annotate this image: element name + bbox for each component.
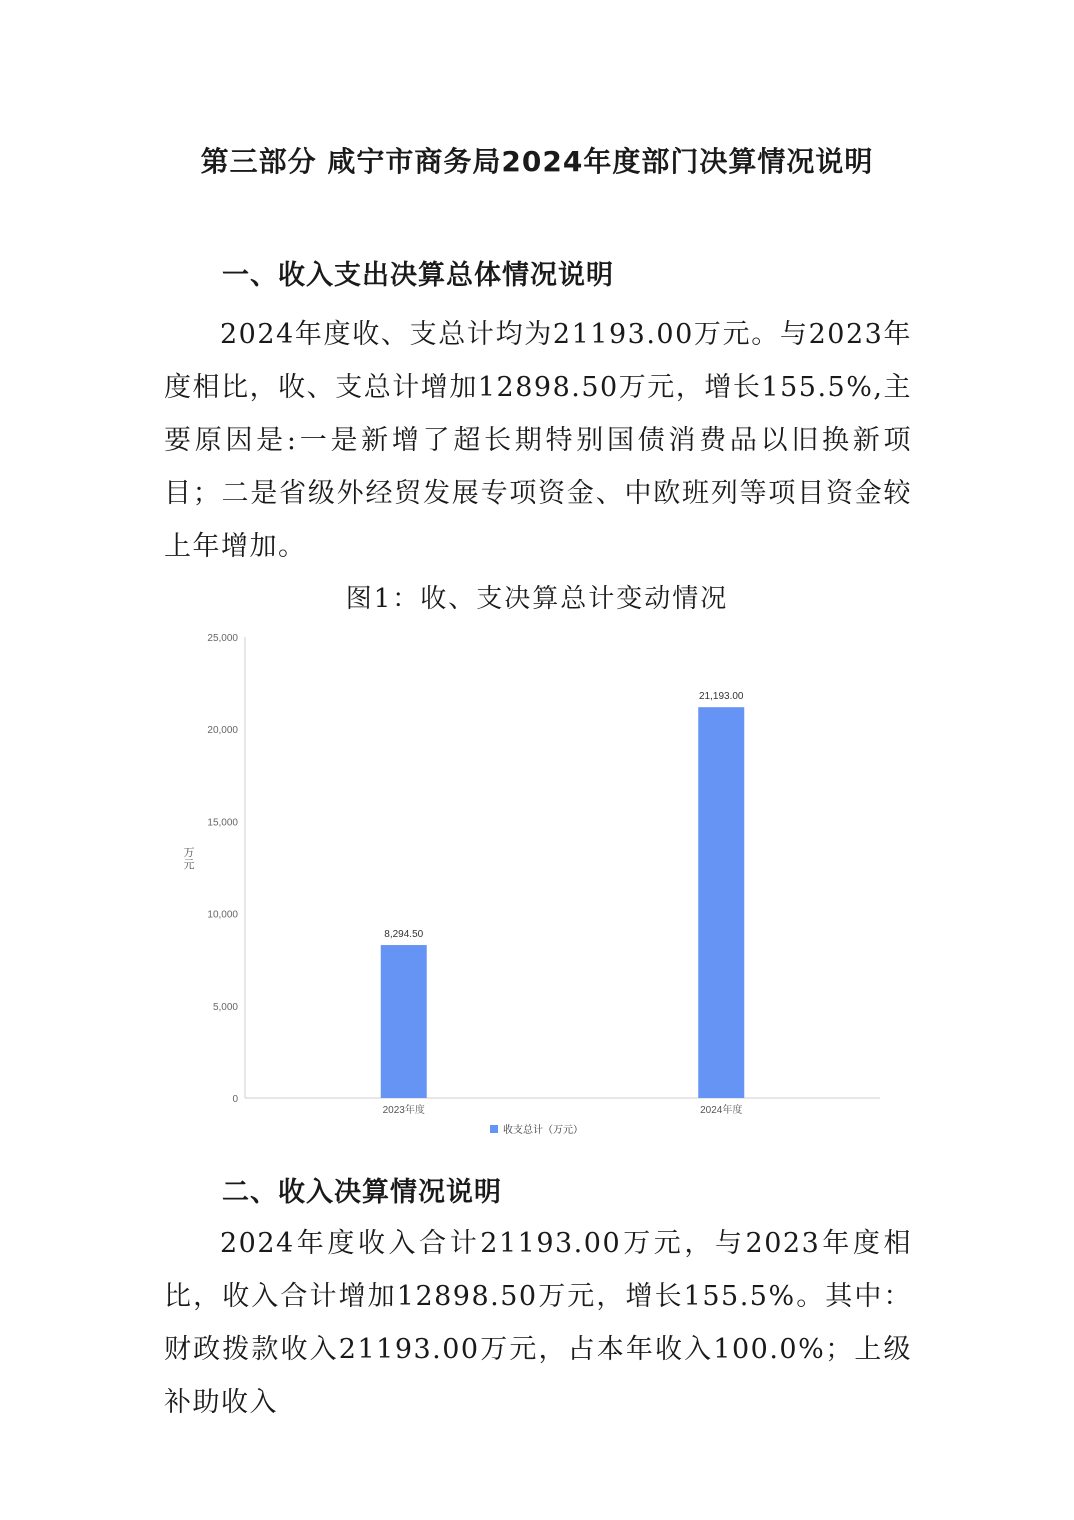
section-1-heading: 一、收入支出决算总体情况说明: [222, 260, 614, 291]
y-tick-label: 0: [232, 1094, 238, 1105]
y-tick-label: 25,000: [207, 633, 238, 644]
bar-chart: [170, 622, 900, 1152]
x-tick-label: 2023年度: [382, 1105, 425, 1116]
page-title: 第三部分 咸宁市商务局2024年度部门决算情况说明: [200, 145, 874, 178]
y-tick-label: 5,000: [212, 1001, 238, 1013]
y-axis-label-char: 元: [183, 859, 195, 871]
y-axis-label-char: 万: [183, 847, 195, 859]
figure-1-caption: 图1：收、支决算总计变动情况: [345, 584, 729, 614]
x-tick-label: 2024年度: [700, 1105, 743, 1116]
bar-value-label: 21,193.00: [699, 691, 744, 703]
bar-value-label: 8,294.50: [384, 929, 424, 941]
legend-label: 收支总计（万元）: [503, 1125, 583, 1136]
y-tick-label: 20,000: [207, 725, 238, 737]
section-1-paragraph: 2024年度收、支总计均为21193.00万元。与2023年度相比，收、支总计增加12898.50万元，增长155.5%,主要原因是:一是新增了超长期特别国债消费品以旧换新项目；二是省级外经贸发展专项资金、中欧班列等项目资金较上年增加。: [164, 319, 912, 562]
section-2-paragraph: 2024年度收入合计21193.00万元，与2023年度相比，收入合计增加12898.50万元，增长155.5%。其中：财政拨款收入21193.00万元，占本年收入100.0%；上级补助收入: [164, 1228, 912, 1418]
y-tick-label: 15,000: [207, 817, 238, 829]
y-tick-label: 10,000: [207, 909, 238, 921]
bar: [698, 707, 744, 1098]
section-2-heading: 二、收入决算情况说明: [222, 1177, 502, 1208]
legend-swatch: [490, 1125, 498, 1133]
bar: [381, 945, 427, 1098]
